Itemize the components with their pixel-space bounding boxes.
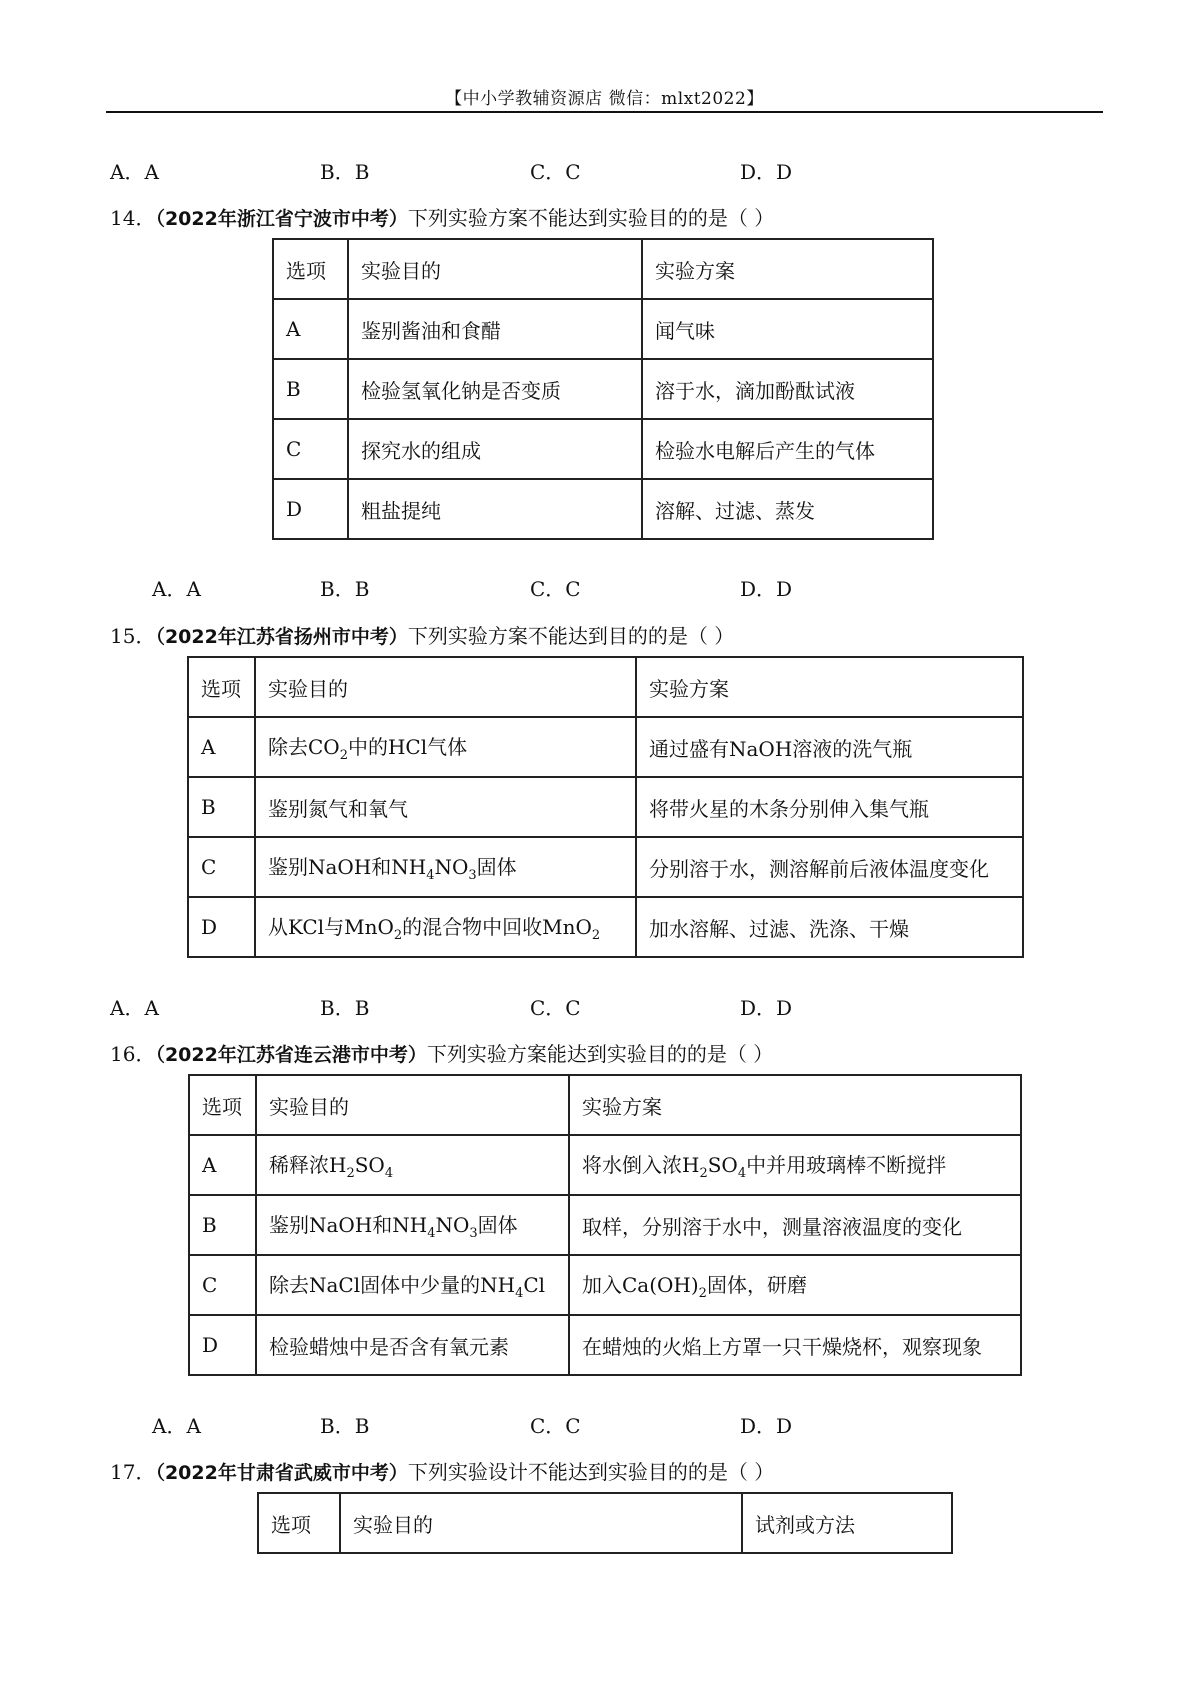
question-14-options [110,573,1010,603]
table-row [273,299,933,359]
option-c: C．C [530,577,581,601]
option-c: C．C [530,996,581,1020]
cell-method: 将带火星的木条分别伸入集气瓶 [636,777,1023,837]
option-b: B．B [320,160,370,184]
cell-option: C [273,419,348,479]
table-row [189,1255,1021,1315]
cell-option: C [188,837,255,897]
question-number: 14． [110,206,156,230]
question-text: 下列实验方案能达到实验目的的是（ ） [426,1042,774,1066]
top-options [110,156,1010,186]
header-method: 实验方案 [642,239,933,299]
header-option: 选项 [189,1075,256,1135]
table-header-row [188,657,1023,717]
question-14-stem [110,202,774,231]
cell-option: B [189,1195,256,1255]
question-16-table [188,1074,1022,1376]
cell-purpose: 鉴别酱油和食醋 [348,299,642,359]
header-purpose: 实验目的 [340,1493,742,1553]
question-text: 下列实验设计不能达到实验目的的是（ ） [407,1460,775,1484]
table-row [273,419,933,479]
page-header: 【中小学教辅资源店 微信：mlxt2022】 [445,89,764,109]
option-a: A．A [110,996,159,1020]
cell-purpose: 检验蜡烛中是否含有氧元素 [256,1315,569,1375]
cell-purpose: 探究水的组成 [348,419,642,479]
header-method: 试剂或方法 [742,1493,952,1553]
cell-method: 溶于水，滴加酚酞试液 [642,359,933,419]
table-row [189,1195,1021,1255]
option-d: D．D [740,577,793,601]
cell-purpose: 鉴别NaOH和$NH_4NO_3$固体 [255,837,636,897]
cell-method: 分别溶于水，测溶解前后液体温度变化 [636,837,1023,897]
option-d: D．D [740,996,793,1020]
cell-option: A [273,299,348,359]
option-c: C．C [530,1414,581,1438]
option-c: C．C [530,160,581,184]
question-17-table [257,1492,953,1554]
question-15-table [187,656,1024,958]
question-number: 15． [110,624,156,648]
table-row [188,717,1023,777]
header-option: 选项 [188,657,255,717]
table-row [189,1135,1021,1195]
header-purpose: 实验目的 [348,239,642,299]
cell-option: A [189,1135,256,1195]
question-15-options [110,992,1010,1022]
header-method: 实验方案 [636,657,1023,717]
cell-purpose: 鉴别NaOH和$NH_4NO_3$固体 [256,1195,569,1255]
cell-option: D [189,1315,256,1375]
cell-option: A [188,717,255,777]
question-source: （2022年江苏省扬州市中考） [155,626,408,648]
cell-option: B [188,777,255,837]
option-d: D．D [740,160,793,184]
table-header-row [258,1493,952,1553]
cell-method: 加入$Ca(OH)_2$固体，研磨 [569,1255,1021,1315]
option-d: D．D [740,1414,793,1438]
cell-method: 在蜡烛的火焰上方罩一只干燥烧杯，观察现象 [569,1315,1021,1375]
cell-purpose: 检验氢氧化钠是否变质 [348,359,642,419]
question-number: 17． [110,1460,156,1484]
table-row [273,359,933,419]
header-method: 实验方案 [569,1075,1021,1135]
cell-method: 通过盛有NaOH溶液的洗气瓶 [636,717,1023,777]
question-text: 下列实验方案不能达到目的的是（ ） [407,624,735,648]
table-header-row [189,1075,1021,1135]
cell-purpose: 除去NaCl固体中少量的$NH_4Cl$ [256,1255,569,1315]
table-row [189,1315,1021,1375]
table-row [188,897,1023,957]
cell-purpose: 稀释浓$H_2SO_4$ [256,1135,569,1195]
question-source: （2022年甘肃省武威市中考） [155,1462,408,1484]
header-option: 选项 [258,1493,340,1553]
option-a: A．A [152,577,201,601]
cell-method: 检验水电解后产生的气体 [642,419,933,479]
cell-option: B [273,359,348,419]
cell-method: 溶解、过滤、蒸发 [642,479,933,539]
question-16-stem [110,1038,773,1067]
cell-method: 将水倒入浓$H_2SO_4$中并用玻璃棒不断搅拌 [569,1135,1021,1195]
cell-method: 加水溶解、过滤、洗涤、干燥 [636,897,1023,957]
header-purpose: 实验目的 [255,657,636,717]
question-source: （2022年浙江省宁波市中考） [155,208,408,230]
header-option: 选项 [273,239,348,299]
table-row [188,777,1023,837]
cell-purpose: 粗盐提纯 [348,479,642,539]
question-14-table [272,238,934,540]
table-row [188,837,1023,897]
option-b: B．B [320,1414,370,1438]
cell-option: C [189,1255,256,1315]
cell-option: D [188,897,255,957]
cell-purpose: 从KCl与MnO$_2$的混合物中回收MnO$_2$ [255,897,636,957]
cell-purpose: 鉴别氮气和氧气 [255,777,636,837]
option-b: B．B [320,577,370,601]
question-text: 下列实验方案不能达到实验目的的是（ ） [407,206,775,230]
question-15-stem [110,620,734,649]
question-17-stem [110,1456,774,1485]
question-16-options [110,1410,1010,1440]
option-a: A．A [110,160,159,184]
cell-method: 闻气味 [642,299,933,359]
header-rule [106,111,1103,113]
cell-option: D [273,479,348,539]
header-purpose: 实验目的 [256,1075,569,1135]
option-b: B．B [320,996,370,1020]
cell-purpose: 除去$CO_2$中的HCl气体 [255,717,636,777]
question-number: 16． [110,1042,156,1066]
question-source: （2022年江苏省连云港市中考） [155,1044,427,1066]
option-a: A．A [152,1414,201,1438]
cell-method: 取样，分别溶于水中，测量溶液温度的变化 [569,1195,1021,1255]
table-row [273,479,933,539]
table-header-row [273,239,933,299]
